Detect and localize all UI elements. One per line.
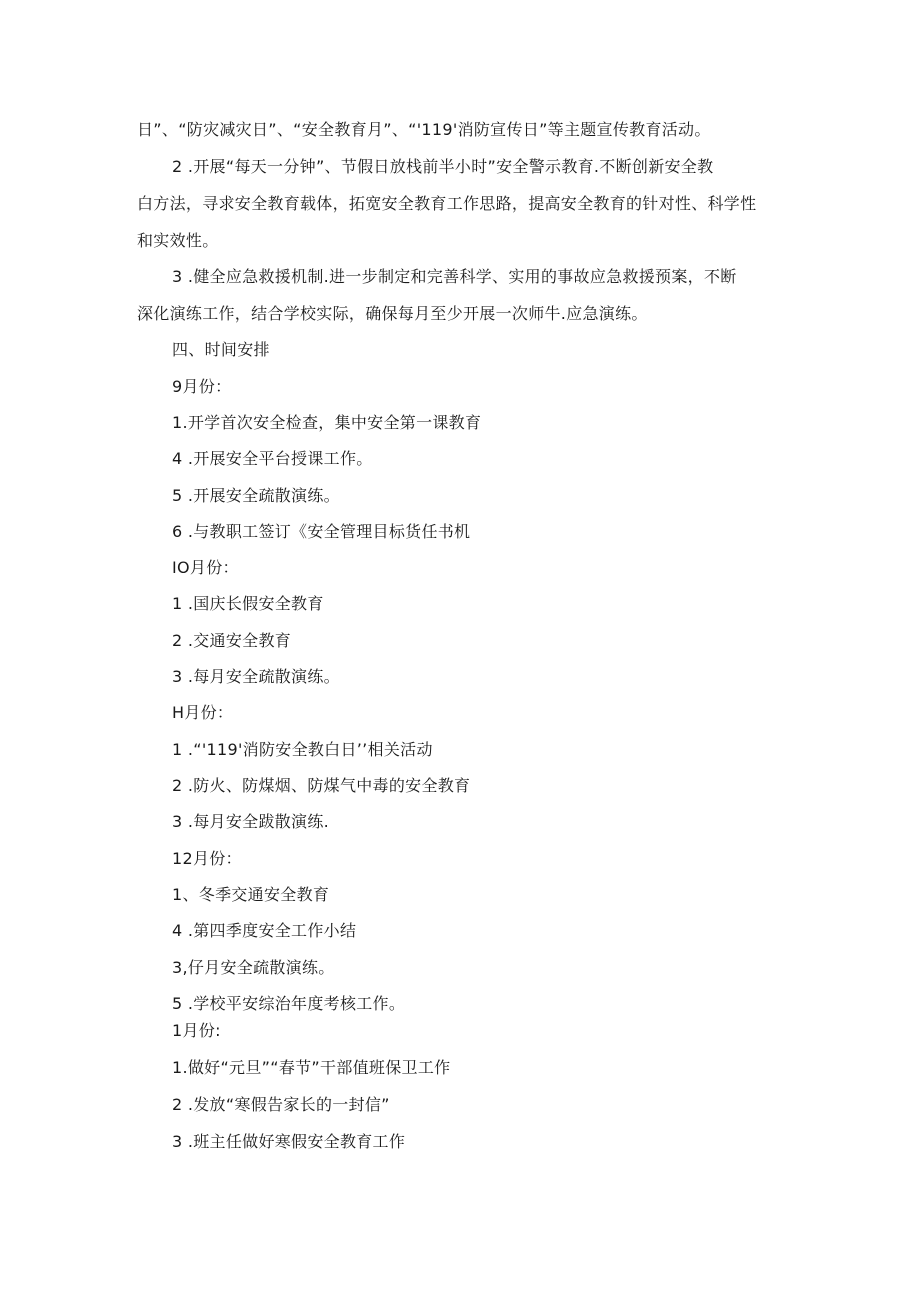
- paragraph-line-3: 白方法，寻求安全教育载体，拓宽安全教育工作思路，提高安全教育的针对性、科学性: [137, 194, 757, 213]
- list-item: 5 .开展安全疏散演练。: [172, 486, 340, 505]
- list-item: 2 .防火、防煤烟、防煤气中毒的安全教育: [172, 776, 471, 795]
- list-item: 5 .学校平安综治年度考核工作。: [172, 994, 406, 1013]
- month-heading-january: 1月份:: [172, 1021, 221, 1040]
- paragraph-line-4: 和实效性。: [137, 231, 219, 250]
- list-item: 3 .班主任做好寒假安全教育工作: [172, 1132, 406, 1151]
- list-item: 2 .发放“寒假告家长的一封信”: [172, 1095, 390, 1114]
- month-heading-october: IO月份：: [172, 558, 239, 577]
- section-heading: 四、时间安排: [172, 340, 270, 359]
- paragraph-line-1: 日”、“防灾减灾日”、“安全教育月”、“'119'消防宣传日”等主题宣传教育活动。: [137, 120, 711, 139]
- list-item: 6 .与教职工签订《安全管理目标货任书机: [172, 522, 471, 541]
- list-item: 4 .第四季度安全工作小结: [172, 921, 357, 940]
- list-item: 4 .开展安全平台授课工作。: [172, 449, 373, 468]
- paragraph-line-2: 2 .开展“每天一分钟”、节假日放栈前半小时”安全警示教育.不断创新安全教: [172, 157, 714, 176]
- month-heading-september: 9月份：: [172, 377, 232, 396]
- list-item: 1 .国庆长假安全教育: [172, 594, 324, 613]
- month-heading-december: 12月份：: [172, 849, 242, 868]
- list-item: 2 .交通安全教育: [172, 631, 292, 650]
- paragraph-line-6: 深化演练工作，结合学校实际，确保每月至少开展一次师牛.应急演练。: [137, 304, 648, 323]
- list-item: 3 .每月安全跋散演练.: [172, 812, 330, 831]
- paragraph-line-5: 3 .健全应急救援机制.进一步制定和完善科学、实用的事故应急救援预案，不断: [172, 267, 737, 286]
- list-item: 1、冬季交通安全教育: [172, 885, 330, 904]
- list-item: 3 .每月安全疏散演练。: [172, 667, 340, 686]
- list-item: 1.做好“元旦”“春节”干部值班保卫工作: [172, 1058, 451, 1077]
- list-item: 1 .“'119'消防安全教白日’’相关活动: [172, 740, 433, 759]
- month-heading-november: H月份：: [172, 703, 234, 722]
- list-item: 3,仔月安全疏散演练。: [172, 958, 335, 977]
- list-item: 1.开学首次安全检查，集中安全第一课教育: [172, 413, 482, 432]
